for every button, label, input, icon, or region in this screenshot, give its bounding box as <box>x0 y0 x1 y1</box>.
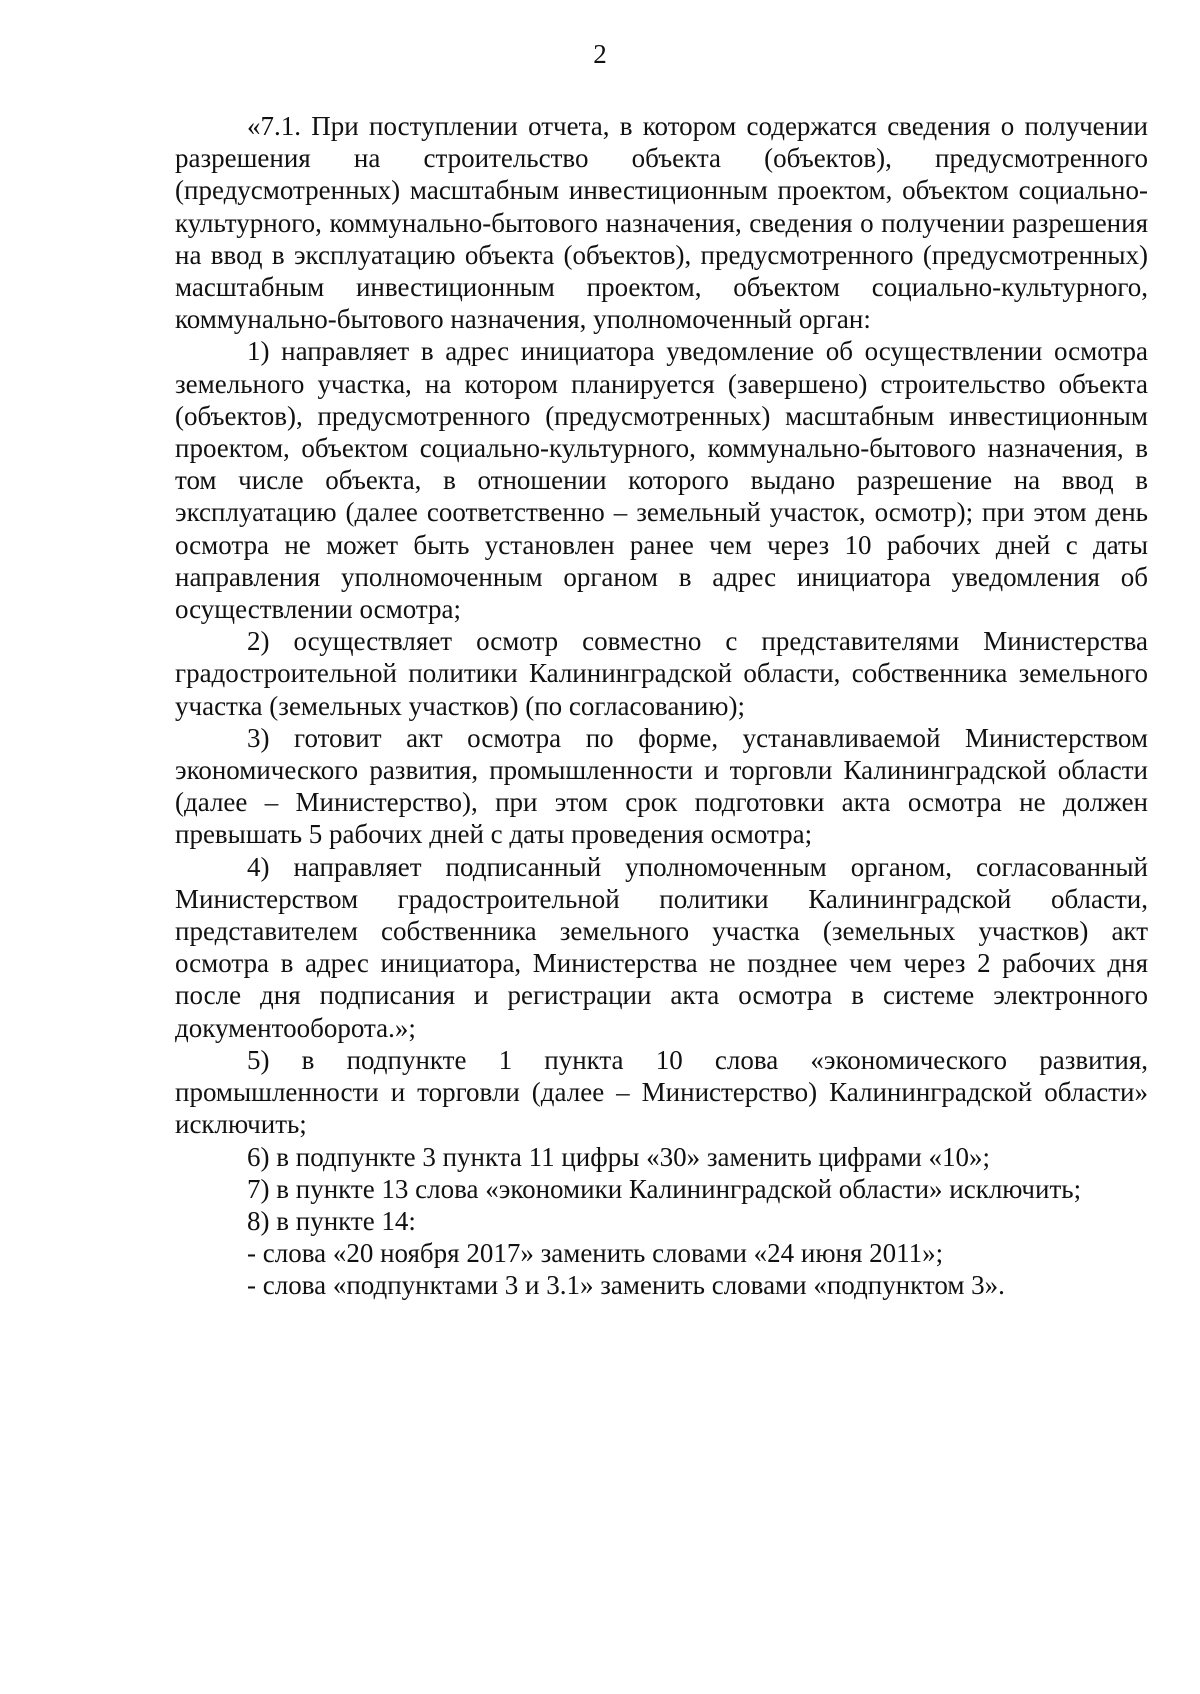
list-item-3: 3) готовит акт осмотра по форме, устанавливаемой Министерством экономического развития, промышленности и торговли Калининградской области (далее – Министерство), при этом срок подготовки акта осмотра не должен превышать 5 рабочих дней с даты проведения осмотра; <box>175 722 1148 850</box>
list-item-7: 7) в пункте 13 слова «экономики Калининградской области» исключить; <box>247 1173 1082 1204</box>
list-item-1: 1) направляет в адрес инициатора уведомление об осуществлении осмотра земельного участка, на котором планируется (завершено) строительство объекта (объектов), предусмотренного (предусмотренных) масштабным инвестиционным проектом, объектом социально-культурного, коммунально-бытового назначения, в том числе объекта, в отношении которого выдано разрешение на ввод в эксплуатацию (далее соответственно – земельный участок, осмотр); при этом день осмотра не может быть установлен ранее чем через 10 рабочих дней с даты направления уполномоченным органом в адрес инициатора уведомления об осуществлении осмотра; <box>175 336 1148 625</box>
list-item-8: 8) в пункте 14: <box>247 1205 416 1236</box>
paragraph-7-1: «7.1. При поступлении отчета, в котором содержатся сведения о получении разрешения на строительство объекта (объектов), предусмотренного (предусмотренных) масштабным инвестиционным проектом, объектом социально-культурного, коммунально-бытового назначения, сведения о получении разрешения на ввод в эксплуатацию объекта (объектов), предусмотренного (предусмотренных) масштабным инвестиционным проектом, объектом социально-культурного, коммунально-бытового назначения, уполномоченный орган: <box>175 111 1148 335</box>
document-body <box>175 110 1148 1302</box>
list-item-6: 6) в подпункте 3 пункта 11 цифры «30» заменить цифрами «10»; <box>247 1141 991 1172</box>
list-item-2: 2) осуществляет осмотр совместно с представителями Министерства градостроительной политики Калининградской области, собственника земельного участка (земельных участков) (по согласованию); <box>175 626 1148 721</box>
page-number: 2 <box>593 39 607 69</box>
list-item-4: 4) направляет подписанный уполномоченным органом, согласованный Министерством градостроительной политики Калининградской области, представителем собственника земельного участка (земельных участков) акт осмотра в адрес инициатора, Министерства не позднее чем через 2 рабочих дня после дня подписания и регистрации акта осмотра в системе электронного документооборота.»; <box>175 851 1148 1043</box>
sub-item-dash-2: - слова «подпунктами 3 и 3.1» заменить словами «подпунктом 3». <box>247 1270 1005 1301</box>
list-item-5: 5) в подпункте 1 пункта 10 слова «экономического развития, промышленности и торговли (далее – Министерство) Калининградской области» исключить; <box>175 1044 1148 1140</box>
sub-item-dash-1: - слова «20 ноября 2017» заменить словами «24 июня 2011»; <box>247 1238 944 1269</box>
